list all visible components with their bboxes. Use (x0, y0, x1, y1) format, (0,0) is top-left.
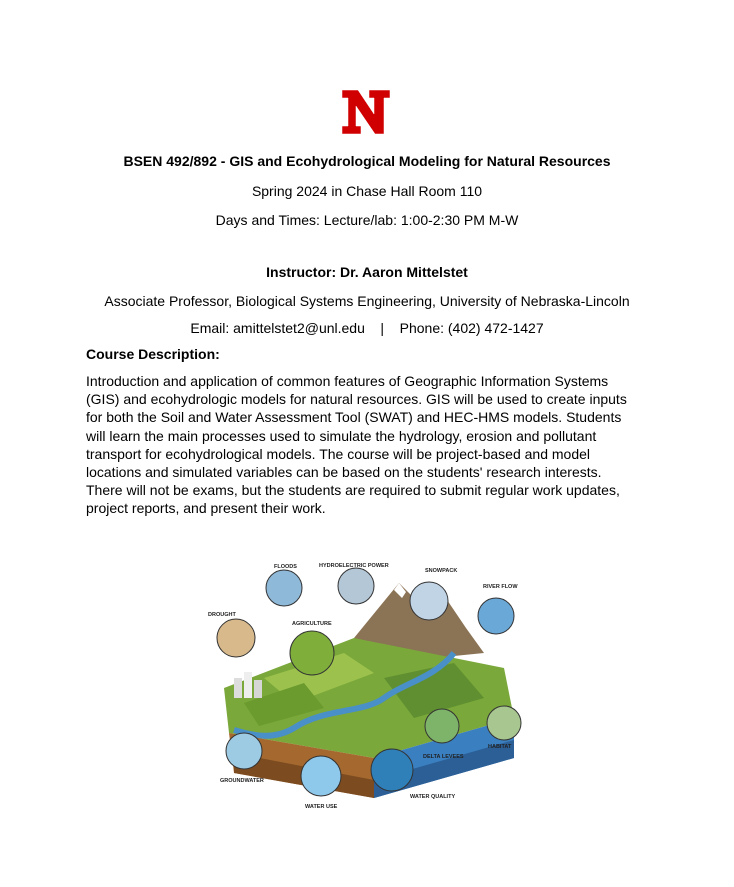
course-description (86, 372, 650, 518)
instructor-affiliation: Associate Professor, Biological Systems Engineering, University of Nebraska-Lincoln (104, 293, 630, 309)
description-line: Introduction and application of common features of Geographic Information Systems (86, 373, 609, 389)
course-description-heading: Course Description: (86, 346, 220, 362)
label-water-quality: WATER QUALITY (410, 794, 456, 800)
delta-levees-vignette (425, 709, 459, 743)
n-letter-shape (342, 90, 390, 134)
label-water-use: WATER USE (305, 804, 338, 810)
hydro-vignette (338, 568, 374, 604)
label-river-flow: RIVER FLOW (483, 584, 518, 590)
description-line: for both the Soil and Water Assessment Tool (SWAT) and HEC-HMS models. Students (86, 409, 622, 426)
label-floods: FLOODS (274, 564, 297, 570)
label-agriculture: AGRICULTURE (292, 621, 332, 627)
water-quality-vignette (371, 749, 413, 791)
snowpack-vignette (410, 582, 448, 620)
label-snowpack: SNOWPACK (425, 568, 458, 574)
description-line: will learn the main processes used to simulate the hydrology, erosion and pollutant (86, 427, 597, 444)
water-use-vignette (301, 756, 341, 796)
drought-vignette (217, 619, 255, 657)
instructor-contact: Email: amittelstet2@unl.edu | Phone: (402) 472-1427 (190, 320, 544, 336)
instructor-name: Instructor: Dr. Aaron Mittelstet (266, 264, 468, 280)
description-line: locations and simulated variables can be based on the students' research interests. (86, 464, 602, 481)
label-habitat: HABITAT (488, 744, 512, 750)
description-line: project reports, and present their work. (86, 500, 326, 517)
description-line: There will not be exams, but the students are required to submit regular work updates, (86, 482, 620, 499)
course-schedule: Days and Times: Lecture/lab: 1:00-2:30 PM M-W (215, 212, 519, 228)
label-groundwater: GROUNDWATER (220, 778, 264, 784)
course-title: BSEN 492/892 - GIS and Ecohydrological Modeling for Natural Resources (123, 153, 611, 169)
label-drought: DROUGHT (208, 612, 236, 618)
groundwater-vignette (226, 733, 262, 769)
agriculture-vignette (290, 631, 334, 675)
label-hydroelectric-power: HYDROELECTRIC POWER (319, 563, 389, 569)
course-term: Spring 2024 in Chase Hall Room 110 (251, 183, 483, 199)
river-flow-vignette (478, 598, 514, 634)
nebraska-n-logo (340, 88, 392, 136)
description-line: (GIS) and ecohydrologic models for natural resources. GIS will be used to create inputs (86, 391, 627, 408)
habitat-vignette (487, 706, 521, 740)
description-line: transport for ecohydrological models. The course will be project-based and model (86, 445, 591, 462)
watershed-illustration (204, 558, 534, 813)
floods-vignette (266, 570, 302, 606)
label-delta-levees: DELTA LEVEES (423, 754, 464, 760)
